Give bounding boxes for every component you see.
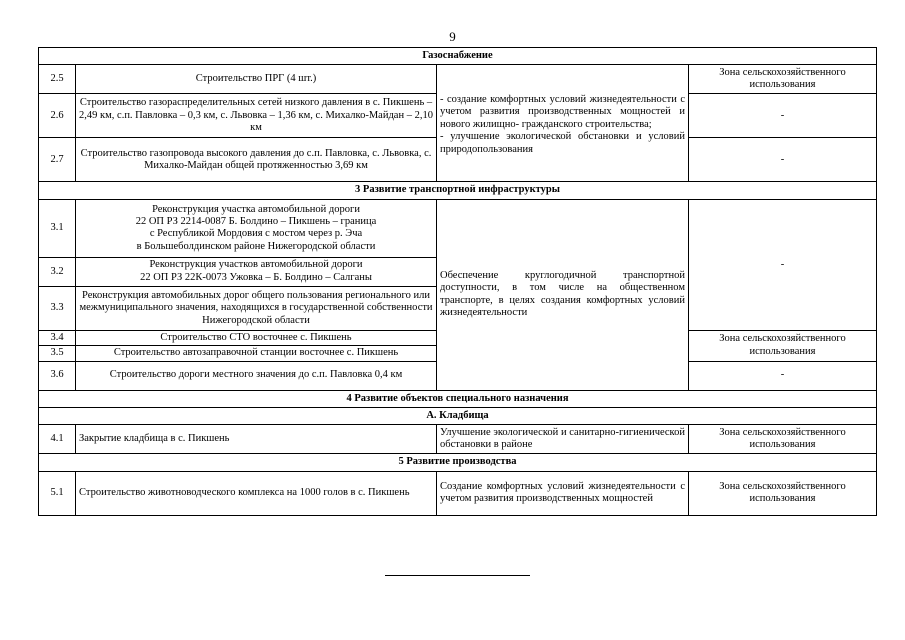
row-number: 2.5 — [39, 65, 76, 94]
purpose-cell: Создание комфортных условий жизнедеятельности с учетом развития производственных мощностей — [437, 471, 689, 515]
measure-name: Строительство животноводческого комплекса на 1000 голов в с. Пикшень — [76, 471, 437, 515]
planning-table — [38, 47, 877, 516]
zone-cell: - — [689, 138, 877, 182]
measure-name: Строительство дороги местного значения до с.п. Павловка 0,4 км — [76, 361, 437, 390]
name-line: 22 ОП РЗ 22К-0073 Ужовка – Б. Болдино – Салганы — [140, 271, 372, 283]
purpose-text: - создание комфортных условий жизнедеятельности с учетом развития производственных мощностей и нового жилищно- гражданского строительства; — [440, 93, 685, 130]
purpose-cell: Улучшение экологической и санитарно-гигиенической обстановки в районе — [437, 425, 689, 454]
zone-cell: Зона сельскохозяйственного использования — [689, 330, 877, 361]
zone-cell: - — [689, 94, 877, 138]
row-number: 2.6 — [39, 94, 76, 138]
section-title: Газоснабжение — [39, 48, 877, 65]
measure-name: Закрытие кладбища в с. Пикшень — [76, 425, 437, 454]
row-number: 3.4 — [39, 330, 76, 345]
purpose-text: - улучшение экологической обстановки и условий природопользования — [440, 131, 685, 155]
measure-name: Строительство СТО восточнее с. Пикшень — [76, 330, 437, 345]
name-line: Реконструкция участков автомобильной дороги — [149, 259, 363, 271]
section-header-transport — [39, 182, 877, 199]
name-line: с Республикой Мордовия с мостом через р. Эча — [149, 228, 363, 240]
zone-cell: Зона сельскохозяйственного использования — [689, 471, 877, 515]
measure-name: Строительство газораспределительных сетей низкого давления в с. Пикшень – 2,49 км, с.п. Павловка – 0,3 км, с. Львовка – 1,36 км, с. Михалко-Майдан – 2,10 км — [76, 94, 437, 138]
row-number: 3.3 — [39, 286, 76, 330]
row-number: 5.1 — [39, 471, 76, 515]
table-row — [39, 425, 877, 454]
section-header-production — [39, 454, 877, 471]
row-number: 3.6 — [39, 361, 76, 390]
section-title: 4 Развитие объектов специального назначения — [39, 390, 877, 407]
zone-cell: Зона сельскохозяйственного использования — [689, 425, 877, 454]
purpose-cell: Обеспечение круглогодичной транспортной доступности, в том числе на общественном транспорте, в целях создания комфортных условий жизнедеятельности — [437, 199, 689, 390]
table-row — [39, 471, 877, 515]
section-header-cemetery — [39, 408, 877, 425]
row-number: 3.2 — [39, 257, 76, 286]
row-number: 3.1 — [39, 199, 76, 257]
name-line: в Большеболдинском районе Нижегородской области — [136, 240, 376, 252]
zone-cell: - — [689, 361, 877, 390]
measure-name: Строительство газопровода высокого давления до с.п. Павловка, с. Львовка, с. Михалко-Майдан общей протяженностью 3,69 км — [76, 138, 437, 182]
section-title: 5 Развитие производства — [39, 454, 877, 471]
row-number: 4.1 — [39, 425, 76, 454]
measure-name: Реконструкция автомобильных дорог общего пользования регионального или межмуниципального значения, находящихся в государственной собственности Нижегородской области — [76, 286, 437, 330]
section-title: А. Кладбища — [39, 408, 877, 425]
zone-cell: - — [689, 199, 877, 330]
page-number: 9 — [449, 29, 456, 44]
zone-cell: Зона сельскохозяйственного использования — [689, 65, 877, 94]
purpose-cell — [437, 65, 689, 182]
measure-name: Строительство автозаправочной станции восточнее с. Пикшень — [76, 346, 437, 361]
section-header-special — [39, 390, 877, 407]
row-number: 3.5 — [39, 346, 76, 361]
row-number: 2.7 — [39, 138, 76, 182]
section-header-gas — [39, 48, 877, 65]
measure-name: Строительство ПРГ (4 шт.) — [76, 65, 437, 94]
measure-name — [76, 257, 437, 286]
table-row — [39, 199, 877, 257]
footnote-divider — [385, 575, 530, 576]
name-line: 22 ОП РЗ 2214-0087 Б. Болдино – Пикшень – граница — [135, 215, 377, 227]
section-title: 3 Развитие транспортной инфраструктуры — [39, 182, 877, 199]
measure-name — [76, 199, 437, 257]
name-line: Реконструкция участка автомобильной дороги — [152, 203, 360, 215]
table-row — [39, 65, 877, 94]
